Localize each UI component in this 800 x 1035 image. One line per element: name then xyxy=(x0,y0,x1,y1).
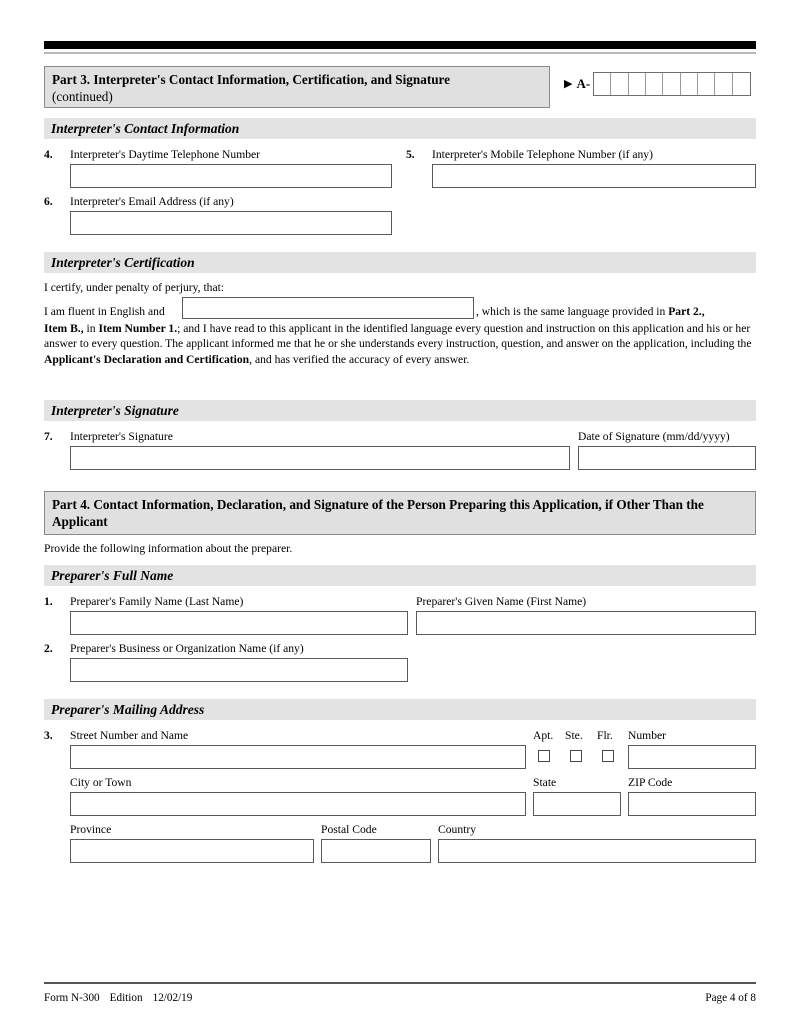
a-number-cell[interactable] xyxy=(733,73,750,95)
item-number-4: 4. xyxy=(44,148,53,161)
footer-form-number: Form N-300 xyxy=(44,992,100,1004)
certification-body-line5: answer. xyxy=(434,352,470,366)
input-state[interactable] xyxy=(533,792,621,816)
certification-body-line4a: and answer on the application, including the xyxy=(546,337,752,351)
input-unit-number[interactable] xyxy=(628,745,756,769)
part-4-header xyxy=(44,491,756,535)
input-language[interactable] xyxy=(182,297,474,319)
a-number-cell[interactable] xyxy=(594,73,611,95)
label-city-or-town: City or Town xyxy=(70,776,132,789)
label-preparer-given-name: Preparer's Given Name (First Name) xyxy=(416,595,587,608)
label-state: State xyxy=(533,776,557,789)
item-number-6: 6. xyxy=(44,195,53,208)
input-date-of-signature[interactable] xyxy=(578,446,756,470)
label-province: Province xyxy=(70,823,112,836)
item-number-2: 2. xyxy=(44,642,53,655)
footer-form-info xyxy=(44,992,192,1004)
input-zip-code[interactable] xyxy=(628,792,756,816)
input-daytime-telephone[interactable] xyxy=(70,164,392,188)
input-province[interactable] xyxy=(70,839,314,863)
certification-itemb-ref: Item B., xyxy=(44,322,84,335)
input-email-address[interactable] xyxy=(70,211,392,235)
certification-body-t1: in xyxy=(83,322,99,335)
section-interpreter-signature: Interpreter's Signature xyxy=(44,400,756,421)
input-preparer-business-name[interactable] xyxy=(70,658,408,682)
certification-after-box-text: , which is the same language provided in xyxy=(476,305,669,318)
input-preparer-family-name[interactable] xyxy=(70,611,408,635)
label-postal-code: Postal Code xyxy=(321,823,377,836)
item-number-5: 5. xyxy=(406,148,415,161)
a-number-cell[interactable] xyxy=(629,73,646,95)
input-country[interactable] xyxy=(438,839,756,863)
label-interpreter-signature: Interpreter's Signature xyxy=(70,430,173,443)
part-4-title-line1: Part 4. Contact Information, Declaration, and Signature of the Person Preparing this Application, if xyxy=(52,497,614,512)
footer-page-number: Page 4 of 8 xyxy=(705,992,756,1004)
input-preparer-given-name[interactable] xyxy=(416,611,756,635)
item-number-3: 3. xyxy=(44,729,53,742)
section-interpreter-certification: Interpreter's Certification xyxy=(44,252,756,273)
label-zip-code: ZIP Code xyxy=(628,776,673,789)
top-black-rule xyxy=(44,41,756,49)
input-street-number-and-name[interactable] xyxy=(70,745,526,769)
input-postal-code[interactable] xyxy=(321,839,431,863)
item-number-7: 7. xyxy=(44,430,53,443)
certification-body-line4b: , and has verified the accuracy of every xyxy=(249,352,432,366)
section-interpreter-contact-information: Interpreter's Contact Information xyxy=(44,118,756,139)
checkbox-ste[interactable] xyxy=(570,750,582,762)
a-number-label: A- xyxy=(576,76,591,91)
section-preparer-mailing-address: Preparer's Mailing Address xyxy=(44,699,756,720)
part-3-title: Part 3. Interpreter's Contact Information, Certification, and Signature xyxy=(52,72,451,87)
certification-body-t2: ; and I have read to this applicant in the identified language every question and instruction on this xyxy=(177,322,630,335)
section-preparer-full-name: Preparer's Full Name xyxy=(44,565,756,586)
footer-edition-label: Edition xyxy=(109,992,143,1004)
part-3-header xyxy=(44,66,550,108)
part-3-continued: (continued) xyxy=(52,89,113,104)
certification-after-box xyxy=(476,305,705,319)
certification-item1-ref: Item Number 1. xyxy=(98,322,178,335)
label-email-address: Interpreter's Email Address (if any) xyxy=(70,195,234,208)
certification-intro: I certify, under penalty of perjury, that: xyxy=(44,281,225,294)
label-preparer-business-name: Preparer's Business or Organization Name (if any) xyxy=(70,642,304,655)
certification-fluent-prefix: I am fluent in English and xyxy=(44,305,165,318)
applicant-declaration-ref: Applicant's Declaration and Certification xyxy=(44,352,250,366)
footer-edition-date: 12/02/19 xyxy=(152,992,193,1004)
part-4-intro: Provide the following information about the preparer. xyxy=(44,542,293,555)
label-street-number-and-name: Street Number and Name xyxy=(70,729,189,742)
label-preparer-family-name: Preparer's Family Name (Last Name) xyxy=(70,595,244,608)
a-number-cell[interactable] xyxy=(681,73,698,95)
a-number-group xyxy=(564,72,751,96)
arrow-right-icon: ▶ xyxy=(564,77,573,90)
a-number-cell[interactable] xyxy=(663,73,680,95)
top-gray-rule xyxy=(44,52,756,54)
footer-rule xyxy=(44,982,756,984)
a-number-cell[interactable] xyxy=(611,73,628,95)
a-number-cell[interactable] xyxy=(646,73,663,95)
label-unit-number: Number xyxy=(628,729,666,742)
certification-body-line3: application and his or her answer to every question. The applicant informed me that he or she understands every instruction, question, xyxy=(44,322,751,351)
checkbox-flr[interactable] xyxy=(602,750,614,762)
label-apt: Apt. xyxy=(533,729,554,742)
checkbox-apt[interactable] xyxy=(538,750,550,762)
label-flr: Flr. xyxy=(597,729,613,742)
label-mobile-telephone: Interpreter's Mobile Telephone Number (if any) xyxy=(432,148,653,161)
a-number-input[interactable] xyxy=(593,72,751,96)
part-4-title-line2: Other Than the Applicant xyxy=(52,497,704,529)
a-number-cell[interactable] xyxy=(715,73,732,95)
certification-part2-ref: Part 2., xyxy=(668,305,705,318)
input-mobile-telephone[interactable] xyxy=(432,164,756,188)
item-number-1: 1. xyxy=(44,595,53,608)
a-number-cell[interactable] xyxy=(698,73,715,95)
input-city-or-town[interactable] xyxy=(70,792,526,816)
certification-body xyxy=(44,321,760,367)
input-interpreter-signature[interactable] xyxy=(70,446,570,470)
label-ste: Ste. xyxy=(565,729,583,742)
label-country: Country xyxy=(438,823,477,836)
label-date-of-signature: Date of Signature (mm/dd/yyyy) xyxy=(578,430,730,443)
label-daytime-telephone: Interpreter's Daytime Telephone Number xyxy=(70,148,261,161)
